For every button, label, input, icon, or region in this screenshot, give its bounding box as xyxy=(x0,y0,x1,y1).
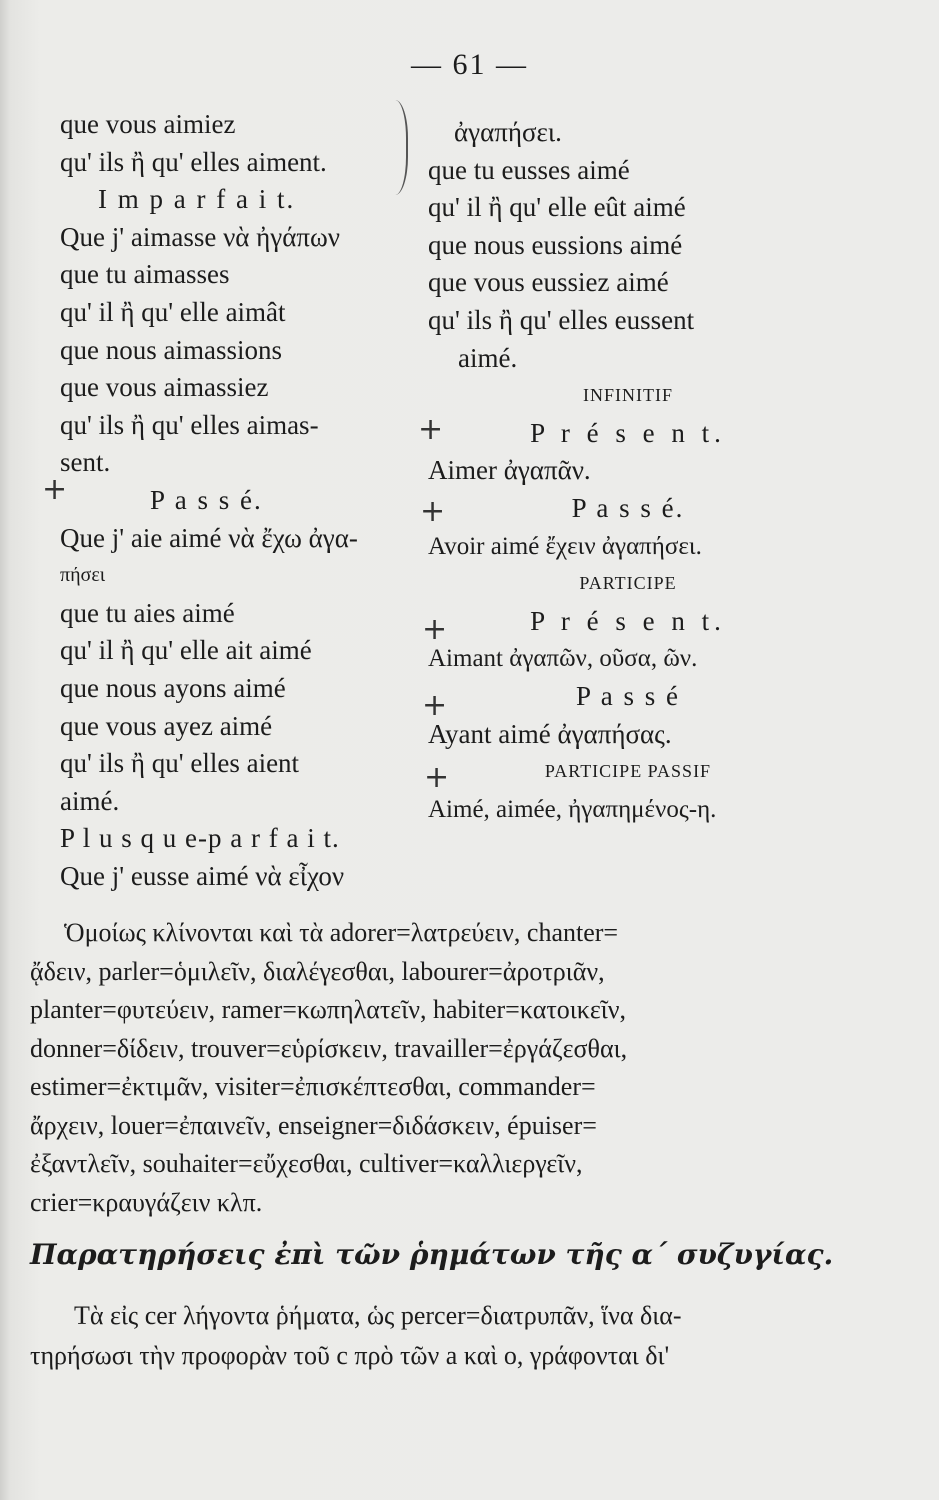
left-line: Que j' aimasse νὰ ἠγάπων xyxy=(60,221,340,252)
paragraph-line: ᾄδειν, parler=ὁμιλεῖν, διαλέγεσθαι, labourer=ἀροτριᾶν, xyxy=(30,956,605,986)
heading-passe: P a s s é. xyxy=(150,484,263,515)
heading-infinitif: INFINITIF xyxy=(583,385,673,406)
paragraph-line: τηρήσωσι τὴν προφορὰν τοῦ c πρὸ τῶν a καὶ o, γράφονται δι' xyxy=(30,1341,670,1370)
section-paragraph xyxy=(30,1296,910,1376)
right-line: que tu eusses aimé xyxy=(428,154,630,185)
left-line: qu' ils ἢ qu' elles aient xyxy=(60,748,300,779)
right-line: Aimant ἀγαπῶν, οῦσα, ῶν. xyxy=(428,645,698,673)
left-line: qu' il ἢ qu' elle ait aimé xyxy=(60,635,312,666)
left-line: que nous ayons aimé xyxy=(60,672,286,703)
left-line: Que j' aie aimé νὰ ἔχω ἀγα- xyxy=(60,522,358,553)
heading-participe-passif: PARTICIPE PASSIF xyxy=(544,761,712,782)
right-line: que vous eussiez aimé xyxy=(428,267,669,298)
left-line: que vous ayez aimé xyxy=(60,710,273,741)
left-line: qu' il ἢ qu' elle aimât xyxy=(60,296,286,327)
right-line: qu' ils ἢ qu' elles eussent xyxy=(428,304,695,335)
paragraph-line: donner=δίδειν, trouver=εὑρίσκειν, travailler=ἐργάζεσθαι, xyxy=(30,1033,628,1063)
heading-participe: PARTICIPE xyxy=(579,573,677,594)
left-line: que tu aies aimé xyxy=(60,597,235,628)
pencil-plus-mark: + xyxy=(422,612,448,647)
paragraph-line: Ὁμοίως κλίνονται καὶ τὰ adorer=λατρεύειν, chanter= xyxy=(64,918,619,947)
left-line: Que j' eusse aimé νὰ εἶχον xyxy=(60,860,345,891)
left-line: sent. xyxy=(60,447,111,478)
heading-passe: P a s s é xyxy=(576,680,680,711)
paragraph-line: estimer=ἐκτιμᾶν, visiter=ἐπισκέπτεσθαι, commander= xyxy=(30,1072,596,1101)
paragraph-line: Τὰ εἰς cer λήγοντα ῥήματα, ὡς percer=διατρυπᾶν, ἵνα δια- xyxy=(74,1301,682,1330)
paragraph-line: ἐξαντλεῖν, souhaiter=εὔχεσθαι, cultiver=καλλιεργεῖν, xyxy=(30,1149,583,1178)
heading-present: P r é s e n t. xyxy=(530,605,726,636)
right-line: Aimé, aimée, ἠγαπημένος-η. xyxy=(428,795,717,823)
paragraph-line: planter=φυτεύειν, ramer=κωπηλατεῖν, habiter=κατοικεῖν, xyxy=(30,995,627,1024)
paragraph-line: crier=κραυγάζειν κλπ. xyxy=(30,1187,263,1217)
pencil-plus-mark: + xyxy=(424,760,450,795)
right-line: Ayant aimé ἀγαπήσας. xyxy=(428,718,672,749)
left-line: πήσει xyxy=(60,564,106,587)
left-line: qu' ils ἢ qu' elles aiment. xyxy=(60,146,327,177)
left-line: que nous aimassions xyxy=(60,334,282,365)
heading-present: P r é s e n t. xyxy=(530,417,726,448)
left-line: qu' ils ἢ qu' elles aimas- xyxy=(60,409,319,440)
page-number: — 61 — xyxy=(411,48,528,81)
right-line: qu' il ἢ qu' elle eût aimé xyxy=(428,192,686,223)
right-line: ἀγαπήσει. xyxy=(454,117,562,147)
left-line: que vous aimiez xyxy=(60,109,236,139)
section-title: Παρατηρήσεις ἐπὶ τῶν ῥημάτων τῆς α΄ συζυγίας. xyxy=(30,1238,834,1271)
pencil-plus-mark: + xyxy=(422,688,448,723)
left-column xyxy=(60,106,400,895)
right-line: Avoir aimé ἔχειν ἀγαπήσει. xyxy=(428,532,702,560)
pencil-plus-mark: + xyxy=(420,494,446,529)
left-line: que tu aimasses xyxy=(60,259,230,290)
pencil-plus-mark: + xyxy=(418,412,444,447)
pencil-plus-mark: + xyxy=(42,472,68,507)
right-column xyxy=(428,114,828,828)
left-line: que vous aimassiez xyxy=(60,372,269,403)
heading-passe: P a s s é. xyxy=(571,492,685,523)
verb-list-paragraph xyxy=(30,914,910,1222)
heading-plus-que-parfait: P l u s q u e-p a r f a i t. xyxy=(60,823,340,854)
left-line: aimé. xyxy=(60,785,120,816)
right-line: Aimer ἀγαπᾶν. xyxy=(428,455,591,486)
right-line: que nous eussions aimé xyxy=(428,229,683,260)
paragraph-line: ἄρχειν, louer=ἐπαινεῖν, enseigner=διδάσκειν, épuiser= xyxy=(30,1110,597,1140)
heading-imparfait: I m p a r f a i t. xyxy=(98,184,296,215)
right-line: aimé. xyxy=(458,342,518,373)
